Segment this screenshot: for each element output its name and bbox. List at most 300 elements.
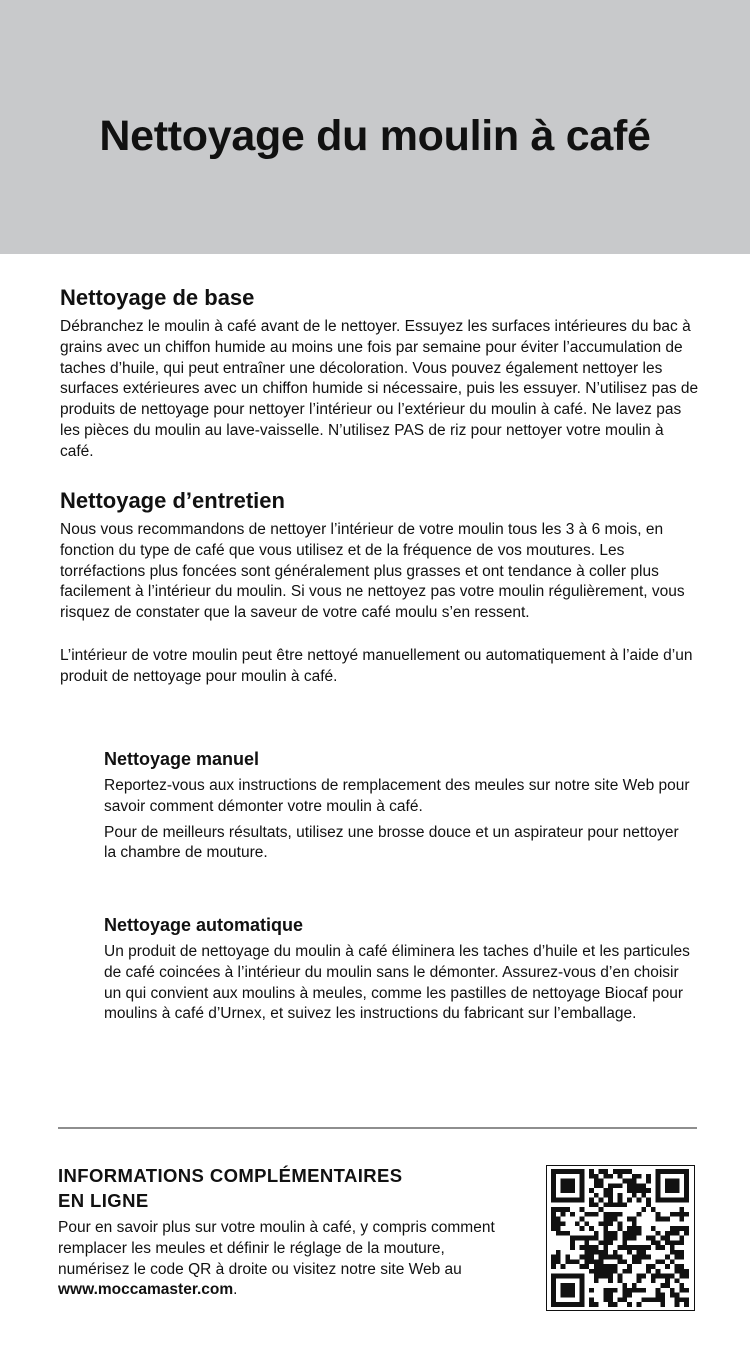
qr-module [660, 1217, 665, 1222]
qr-module [565, 1259, 570, 1264]
qr-module [575, 1259, 580, 1264]
qr-module [565, 1302, 570, 1307]
qr-module [599, 1207, 604, 1212]
qr-module [570, 1283, 575, 1288]
qr-module [551, 1283, 556, 1288]
subsection-body: Pour de meilleurs résultats, utilisez une brosse douce et un aspirateur pour nettoyer la chambre de mouture. [104, 823, 679, 862]
qr-module [670, 1240, 675, 1245]
qr-module [570, 1212, 575, 1217]
qr-module [565, 1274, 570, 1279]
section-body: L’intérieur de votre moulin peut être nettoyé manuellement ou automatiquement à l’aide d’un produit de nettoyage pour moulin à café. [60, 646, 693, 685]
qr-module [551, 1207, 556, 1212]
qr-module [570, 1188, 575, 1193]
qr-module [589, 1236, 594, 1241]
qr-module [613, 1183, 618, 1188]
qr-module [580, 1293, 585, 1298]
online-info-text: Pour en savoir plus sur votre moulin à café, y compris comment remplacer les meules et définir le réglage de la mouture, numérisez le code QR à droite ou visitez notre site Web au [58, 1219, 495, 1278]
qr-module [627, 1226, 632, 1231]
qr-module [627, 1264, 632, 1269]
qr-module [608, 1293, 613, 1298]
qr-module [556, 1250, 561, 1255]
qr-module [599, 1221, 604, 1226]
qr-module [618, 1183, 623, 1188]
qr-module [622, 1202, 627, 1207]
qr-module [556, 1207, 561, 1212]
qr-module [679, 1250, 684, 1255]
qr-module [580, 1183, 585, 1188]
qr-module [565, 1293, 570, 1298]
qr-module [580, 1193, 585, 1198]
qr-module [608, 1188, 613, 1193]
qr-module [675, 1183, 680, 1188]
qr-module [603, 1193, 608, 1198]
qr-module [551, 1193, 556, 1198]
qr-module [603, 1293, 608, 1298]
qr-module [627, 1169, 632, 1174]
qr-module [565, 1188, 570, 1193]
qr-module [613, 1169, 618, 1174]
online-info-heading-line2: EN LIGNE [58, 1190, 149, 1211]
qr-module [603, 1250, 608, 1255]
qr-module [608, 1174, 613, 1179]
qr-module [613, 1212, 618, 1217]
qr-module [651, 1226, 656, 1231]
qr-module [570, 1245, 575, 1250]
qr-module [632, 1179, 637, 1184]
qr-module [622, 1259, 627, 1264]
qr-module [608, 1193, 613, 1198]
subsection-body: Un produit de nettoyage du moulin à café éliminera les taches d’huile et les particules de café coincées à l’intérieur du moulin sans le démonter. Assurez-vous d’en choisir un qui convient aux moulins à meules, comme les pastilles de nettoyage Biocaf pour moulins à café d’Urnex, et suivez les instructions du fabricant sur l’emballage. [104, 943, 690, 1023]
website-link[interactable]: www.moccamaster.com [58, 1281, 234, 1299]
qr-module [660, 1297, 665, 1302]
page-header [0, 0, 750, 254]
qr-module [603, 1226, 608, 1231]
qr-module [656, 1217, 661, 1222]
qr-module [679, 1212, 684, 1217]
qr-module [599, 1259, 604, 1264]
qr-module [665, 1169, 670, 1174]
qr-module [646, 1269, 651, 1274]
qr-module [603, 1297, 608, 1302]
qr-module [656, 1174, 661, 1179]
qr-module [561, 1264, 566, 1269]
qr-module [646, 1255, 651, 1260]
qr-module [670, 1293, 675, 1298]
qr-module [594, 1274, 599, 1279]
qr-module [637, 1250, 642, 1255]
qr-module [651, 1297, 656, 1302]
qr-module [632, 1188, 637, 1193]
qr-module [599, 1169, 604, 1174]
qr-module [675, 1240, 680, 1245]
qr-module [670, 1226, 675, 1231]
qr-module [675, 1231, 680, 1236]
qr-module [675, 1212, 680, 1217]
qr-module [561, 1283, 566, 1288]
qr-module [622, 1245, 627, 1250]
qr-module [627, 1250, 632, 1255]
qr-module [603, 1245, 608, 1250]
qr-module [613, 1264, 618, 1269]
qr-module [551, 1212, 556, 1217]
qr-module [613, 1288, 618, 1293]
qr-module [589, 1198, 594, 1203]
qr-module [632, 1174, 637, 1179]
qr-module [608, 1183, 613, 1188]
qr-module [679, 1207, 684, 1212]
qr-module [551, 1174, 556, 1179]
qr-module [684, 1212, 689, 1217]
qr-module [608, 1236, 613, 1241]
qr-module [665, 1264, 670, 1269]
qr-module [684, 1288, 689, 1293]
online-info-heading-line1: INFORMATIONS COMPLÉMENTAIRES [58, 1165, 403, 1186]
qr-module [618, 1226, 623, 1231]
qr-module [641, 1183, 646, 1188]
subsection-body: Reportez-vous aux instructions de remplacement des meules sur notre site Web pour savoir comment démonter votre moulin à café. [104, 777, 690, 815]
qr-module [603, 1174, 608, 1179]
qr-module [675, 1250, 680, 1255]
qr-module [580, 1297, 585, 1302]
qr-module [679, 1169, 684, 1174]
qr-module [603, 1255, 608, 1260]
qr-module [651, 1207, 656, 1212]
qr-module [565, 1283, 570, 1288]
qr-module [665, 1236, 670, 1241]
qr-module [665, 1274, 670, 1279]
qr-module [622, 1269, 627, 1274]
online-info-heading [58, 1163, 518, 1213]
qr-module [622, 1293, 627, 1298]
qr-module [599, 1240, 604, 1245]
qr-module [641, 1193, 646, 1198]
qr-module [580, 1179, 585, 1184]
qr-module [637, 1212, 642, 1217]
qr-module [675, 1302, 680, 1307]
qr-module [656, 1179, 661, 1184]
qr-module [608, 1269, 613, 1274]
qr-module [656, 1193, 661, 1198]
qr-module [556, 1259, 561, 1264]
qr-module [556, 1198, 561, 1203]
subsection-heading: Nettoyage manuel [104, 749, 260, 769]
qr-module [665, 1283, 670, 1288]
qr-module [627, 1179, 632, 1184]
qr-module [580, 1283, 585, 1288]
qr-module [551, 1293, 556, 1298]
qr-module [684, 1193, 689, 1198]
qr-module [608, 1302, 613, 1307]
qr-module [599, 1250, 604, 1255]
qr-module [670, 1274, 675, 1279]
qr-module [684, 1183, 689, 1188]
qr-module [570, 1302, 575, 1307]
qr-module [641, 1297, 646, 1302]
qr-module [551, 1288, 556, 1293]
qr-module [622, 1297, 627, 1302]
qr-module [660, 1283, 665, 1288]
qr-module [665, 1179, 670, 1184]
qr-module [584, 1264, 589, 1269]
qr-module [632, 1221, 637, 1226]
qr-module [608, 1221, 613, 1226]
qr-module [561, 1274, 566, 1279]
qr-code-icon[interactable] [546, 1165, 695, 1311]
qr-module [618, 1255, 623, 1260]
qr-module [565, 1255, 570, 1260]
qr-module [646, 1264, 651, 1269]
qr-module [646, 1188, 651, 1193]
qr-module [551, 1179, 556, 1184]
qr-module [675, 1278, 680, 1283]
qr-module [670, 1183, 675, 1188]
qr-module [632, 1231, 637, 1236]
qr-module [608, 1255, 613, 1260]
qr-module [675, 1264, 680, 1269]
qr-module [632, 1193, 637, 1198]
qr-module [618, 1198, 623, 1203]
qr-module [679, 1226, 684, 1231]
qr-module [675, 1226, 680, 1231]
qr-module [551, 1221, 556, 1226]
qr-module [580, 1274, 585, 1279]
qr-module [679, 1297, 684, 1302]
qr-module [641, 1188, 646, 1193]
qr-module [670, 1259, 675, 1264]
qr-module [684, 1226, 689, 1231]
qr-module [670, 1231, 675, 1236]
qr-module [656, 1288, 661, 1293]
qr-module [641, 1245, 646, 1250]
qr-module [660, 1198, 665, 1203]
qr-module [660, 1259, 665, 1264]
qr-module [670, 1288, 675, 1293]
qr-module [665, 1198, 670, 1203]
qr-module [670, 1250, 675, 1255]
qr-module [551, 1297, 556, 1302]
qr-module [589, 1250, 594, 1255]
qr-module [618, 1202, 623, 1207]
qr-module [556, 1169, 561, 1174]
qr-module [675, 1269, 680, 1274]
qr-module [556, 1302, 561, 1307]
qr-module [570, 1288, 575, 1293]
qr-module [675, 1198, 680, 1203]
qr-module [575, 1236, 580, 1241]
qr-module [556, 1217, 561, 1222]
qr-module [565, 1183, 570, 1188]
qr-module [603, 1202, 608, 1207]
qr-module [570, 1169, 575, 1174]
qr-module [613, 1269, 618, 1274]
qr-module [565, 1231, 570, 1236]
qr-module [575, 1221, 580, 1226]
qr-module [679, 1283, 684, 1288]
qr-module [670, 1198, 675, 1203]
qr-module [575, 1302, 580, 1307]
qr-module [613, 1231, 618, 1236]
subsection-automatic-cleaning [104, 913, 694, 1025]
qr-module [613, 1250, 618, 1255]
qr-module [551, 1302, 556, 1307]
qr-module [584, 1221, 589, 1226]
qr-module [570, 1293, 575, 1298]
qr-module [565, 1288, 570, 1293]
qr-module [684, 1169, 689, 1174]
qr-module [684, 1179, 689, 1184]
qr-module [551, 1217, 556, 1222]
section-basic-cleaning [60, 284, 700, 463]
qr-module [561, 1183, 566, 1188]
qr-module [594, 1202, 599, 1207]
qr-module [637, 1302, 642, 1307]
qr-module [561, 1231, 566, 1236]
qr-module [646, 1297, 651, 1302]
qr-module [627, 1217, 632, 1222]
section-body: Débranchez le moulin à café avant de le nettoyer. Essuyez les surfaces intérieures du bac à grains avec un chiffon humide au moins une fois par semaine pour éviter l’accumulation de taches d’huile, qui peut entraîner une décoloration. Vous pouvez également nettoyer les surfaces extérieures avec un chiffon humide si nécessaire, puis les essuyer. N’utilisez pas de produits de nettoyage pour nettoyer l’intérieur ou l’extérieur du moulin à café. Ne lavez pas les pièces du moulin au lave-vaisselle. N’utilisez PAS de riz pour nettoyer votre moulin à café. [60, 318, 699, 460]
qr-module [675, 1179, 680, 1184]
qr-module [627, 1302, 632, 1307]
qr-module [584, 1236, 589, 1241]
qr-module [632, 1255, 637, 1260]
qr-module [679, 1198, 684, 1203]
qr-module [651, 1278, 656, 1283]
subsection-heading: Nettoyage automatique [104, 915, 304, 935]
qr-module [570, 1240, 575, 1245]
qr-module [594, 1179, 599, 1184]
qr-module [603, 1264, 608, 1269]
qr-module [570, 1183, 575, 1188]
qr-module [589, 1245, 594, 1250]
qr-module [670, 1212, 675, 1217]
qr-module [580, 1255, 585, 1260]
qr-module [656, 1212, 661, 1217]
qr-module [603, 1288, 608, 1293]
qr-module [637, 1288, 642, 1293]
qr-module [665, 1217, 670, 1222]
qr-module [618, 1278, 623, 1283]
qr-module [594, 1236, 599, 1241]
qr-module [679, 1269, 684, 1274]
qr-module [608, 1264, 613, 1269]
qr-module [656, 1169, 661, 1174]
qr-module [670, 1169, 675, 1174]
qr-module [622, 1231, 627, 1236]
qr-module [594, 1193, 599, 1198]
qr-module [622, 1240, 627, 1245]
qr-module [589, 1269, 594, 1274]
qr-module [632, 1259, 637, 1264]
qr-module [660, 1236, 665, 1241]
qr-module [580, 1226, 585, 1231]
qr-module [632, 1217, 637, 1222]
online-info-body [58, 1218, 518, 1301]
qr-module [670, 1245, 675, 1250]
qr-module [618, 1245, 623, 1250]
qr-module [646, 1174, 651, 1179]
qr-module [656, 1183, 661, 1188]
qr-module [660, 1245, 665, 1250]
qr-module [603, 1188, 608, 1193]
qr-module [656, 1274, 661, 1279]
qr-module [594, 1231, 599, 1236]
qr-module [589, 1255, 594, 1260]
qr-module [684, 1297, 689, 1302]
qr-module [580, 1264, 585, 1269]
qr-module [603, 1217, 608, 1222]
qr-module [656, 1269, 661, 1274]
qr-module [646, 1179, 651, 1184]
qr-module [608, 1231, 613, 1236]
qr-module [637, 1255, 642, 1260]
qr-module [656, 1245, 661, 1250]
qr-module [570, 1198, 575, 1203]
qr-module [584, 1259, 589, 1264]
qr-module [556, 1231, 561, 1236]
qr-module [684, 1198, 689, 1203]
qr-module [641, 1288, 646, 1293]
qr-module [618, 1212, 623, 1217]
qr-module [584, 1240, 589, 1245]
section-heading: Nettoyage d’entretien [60, 488, 285, 513]
qr-module [589, 1302, 594, 1307]
qr-module [632, 1183, 637, 1188]
qr-module [627, 1288, 632, 1293]
qr-module [627, 1245, 632, 1250]
qr-module [632, 1236, 637, 1241]
qr-module [594, 1174, 599, 1179]
qr-module [589, 1174, 594, 1179]
qr-module [618, 1274, 623, 1279]
qr-module [684, 1174, 689, 1179]
qr-module [622, 1179, 627, 1184]
qr-module [589, 1297, 594, 1302]
qr-module [613, 1255, 618, 1260]
qr-module [656, 1297, 661, 1302]
qr-module [599, 1198, 604, 1203]
qr-module [656, 1188, 661, 1193]
qr-module [594, 1264, 599, 1269]
qr-module [679, 1288, 684, 1293]
qr-module [575, 1169, 580, 1174]
qr-module [632, 1288, 637, 1293]
qr-module [580, 1198, 585, 1203]
qr-module [551, 1264, 556, 1269]
qr-module [580, 1278, 585, 1283]
qr-module [599, 1264, 604, 1269]
qr-module [565, 1179, 570, 1184]
qr-module [556, 1226, 561, 1231]
qr-module [622, 1283, 627, 1288]
qr-module [594, 1245, 599, 1250]
qr-module [589, 1212, 594, 1217]
qr-module [608, 1288, 613, 1293]
qr-module [656, 1293, 661, 1298]
qr-module [561, 1288, 566, 1293]
qr-module [613, 1202, 618, 1207]
qr-module [584, 1245, 589, 1250]
qr-module [632, 1226, 637, 1231]
qr-module [627, 1198, 632, 1203]
qr-module [684, 1231, 689, 1236]
qr-module [637, 1188, 642, 1193]
qr-module [675, 1297, 680, 1302]
qr-module [613, 1302, 618, 1307]
qr-module [584, 1255, 589, 1260]
qr-module [627, 1188, 632, 1193]
qr-module [580, 1245, 585, 1250]
qr-module [641, 1274, 646, 1279]
